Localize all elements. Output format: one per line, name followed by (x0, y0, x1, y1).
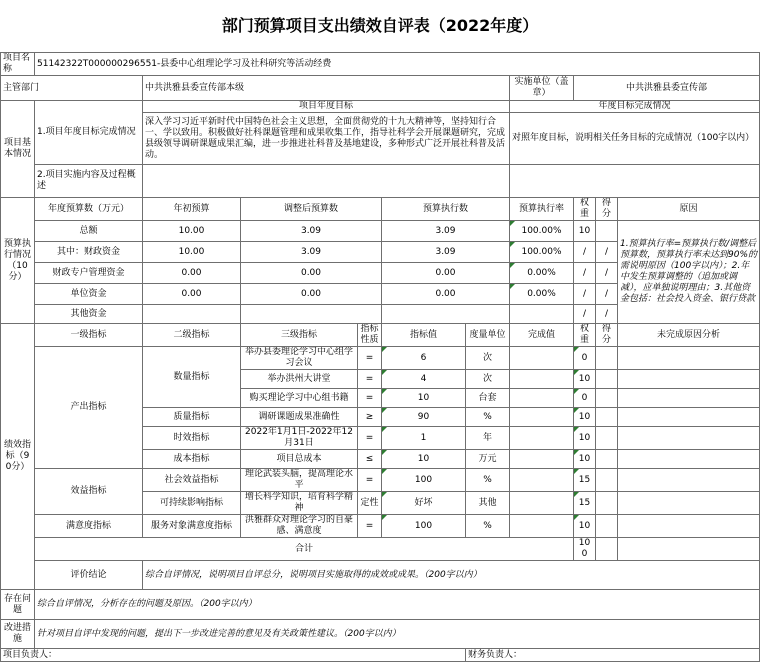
indicator-nature[interactable]: ≥ (358, 408, 382, 427)
indicator-weight[interactable]: 10 (574, 427, 596, 450)
total-reason[interactable] (618, 538, 760, 561)
indicator-name: 2022年1月1日-2022年12月31日 (241, 427, 358, 450)
budget-row-name: 单位资金 (35, 284, 143, 305)
indicator-actual[interactable] (510, 370, 574, 389)
basic-info-label: 项目基本情况 (1, 101, 35, 198)
budget-rate[interactable]: 0.00% (510, 263, 574, 284)
performance-label: 绩效指标（90分） (1, 324, 35, 590)
indicator-weight[interactable]: 10 (574, 408, 596, 427)
budget-score[interactable]: / (596, 263, 618, 284)
conclusion-label: 评价结论 (35, 561, 143, 590)
indicator-unit[interactable]: % (466, 408, 510, 427)
level2-quality: 质量指标 (143, 408, 241, 427)
indicator-name: 增长科学知识，培育科学精神 (241, 492, 358, 515)
reason-header: 未完成原因分析 (618, 324, 760, 347)
budget-initial[interactable] (143, 305, 241, 324)
budget-weight[interactable]: / (574, 263, 596, 284)
budget-weight[interactable]: / (574, 242, 596, 263)
budget-executed[interactable]: 3.09 (382, 242, 510, 263)
budget-row-name: 其他资金 (35, 305, 143, 324)
indicator-score[interactable] (596, 515, 618, 538)
item2-label: 2.项目实施内容及过程概述 (35, 165, 143, 198)
value-header: 指标值 (382, 324, 466, 347)
indicator-weight[interactable]: 10 (574, 370, 596, 389)
indicator-row (1, 515, 760, 538)
budget-reason-header: 原因 (618, 198, 760, 221)
page-title: 部门预算项目支出绩效自评表（2022年度） (221, 15, 539, 35)
indicator-name: 洪雅群众对理论学习的自豪感、满意度 (241, 515, 358, 538)
budget-score[interactable] (596, 221, 618, 242)
indicator-reason[interactable] (618, 427, 760, 450)
level2-cost: 成本指标 (143, 450, 241, 469)
actual-header: 完成值 (510, 324, 574, 347)
indicator-unit[interactable]: 次 (466, 370, 510, 389)
indicator-nature[interactable]: = (358, 347, 382, 370)
indicator-nature[interactable]: = (358, 370, 382, 389)
indicator-score[interactable] (596, 370, 618, 389)
indicator-actual[interactable] (510, 515, 574, 538)
finance-leader-label[interactable]: 财务负责人： (466, 649, 760, 662)
budget-row (1, 221, 760, 242)
budget-row-name: 总额 (35, 221, 143, 242)
indicator-weight[interactable]: 15 (574, 469, 596, 492)
budget-executed-header: 预算执行数 (382, 198, 510, 221)
indicator-value[interactable]: 10 (382, 450, 466, 469)
budget-initial[interactable]: 10.00 (143, 221, 241, 242)
indicator-unit[interactable]: % (466, 469, 510, 492)
level2-sustain: 可持续影响指标 (143, 492, 241, 515)
budget-score-header: 得分 (596, 198, 618, 221)
item1-completion[interactable]: 对照年度目标，说明相关任务目标的完成情况（100字以内） (510, 113, 760, 165)
budget-executed[interactable]: 3.09 (382, 221, 510, 242)
indicator-name: 理论武装头脑，提高理论水平 (241, 469, 358, 492)
budget-adjusted[interactable]: 3.09 (241, 242, 382, 263)
level2-service: 服务对象满意度指标 (143, 515, 241, 538)
budget-initial-header: 年初预算 (143, 198, 241, 221)
dept-row (1, 76, 760, 101)
indicator-unit[interactable]: % (466, 515, 510, 538)
indicator-nature[interactable]: = (358, 427, 382, 450)
budget-score[interactable]: / (596, 305, 618, 324)
problems-label: 存在问题 (1, 590, 35, 620)
budget-initial[interactable]: 0.00 (143, 284, 241, 305)
budget-weight[interactable]: / (574, 305, 596, 324)
budget-rate[interactable]: 0.00% (510, 284, 574, 305)
budget-adjusted[interactable]: 0.00 (241, 284, 382, 305)
total-weight: 100 (574, 538, 596, 561)
indicator-unit[interactable]: 台套 (466, 389, 510, 408)
project-name-row (1, 53, 760, 76)
budget-amount-header: 年度预算数（万元） (35, 198, 143, 221)
indicator-row (1, 469, 760, 492)
problems-text[interactable]: 综合自评情况，分析存在的问题及原因。（200字以内） (35, 590, 760, 620)
indicator-score[interactable] (596, 492, 618, 515)
indicator-value[interactable]: 4 (382, 370, 466, 389)
dept-value[interactable]: 中共洪雅县委宣传部本级 (143, 76, 510, 101)
project-name-value[interactable]: 51142322T000000296551-县委中心组理论学习及社科研究等活动经费 (35, 53, 760, 76)
indicator-score[interactable] (596, 347, 618, 370)
budget-adjusted-header: 调整后预算数 (241, 198, 382, 221)
total-row (1, 538, 760, 561)
budget-reason[interactable]: 1.预算执行率=预算执行数/调整后预算数，预算执行率未达到90%的需说明原因（100字以内）；2.年中发生预算调整的（追加或调减），应单独说明理由；3.其他资金包括：社会投入资金、银行贷款 (618, 221, 760, 324)
indicator-weight[interactable]: 15 (574, 492, 596, 515)
indicator-unit[interactable]: 次 (466, 347, 510, 370)
budget-label: 预算执行情况（10分） (1, 198, 35, 324)
budget-row-name: 其中：财政资金 (35, 242, 143, 263)
project-leader-label[interactable]: 项目负责人： (1, 649, 466, 662)
budget-row-name: 财政专户管理资金 (35, 263, 143, 284)
indicator-row (1, 347, 760, 370)
indicator-nature[interactable]: ≤ (358, 450, 382, 469)
indicator-actual[interactable] (510, 469, 574, 492)
indicator-reason[interactable] (618, 370, 760, 389)
item1-label: 1.项目年度目标完成情况 (35, 101, 143, 165)
item2-content[interactable] (143, 165, 510, 198)
total-score[interactable] (596, 538, 618, 561)
dept-label: 主管部门 (1, 76, 143, 101)
indicator-unit[interactable]: 万元 (466, 450, 510, 469)
indicator-actual[interactable] (510, 492, 574, 515)
indicator-weight[interactable]: 10 (574, 515, 596, 538)
budget-weight[interactable]: / (574, 284, 596, 305)
indicator-nature[interactable]: = (358, 389, 382, 408)
level2-timeliness: 时效指标 (143, 427, 241, 450)
budget-adjusted[interactable] (241, 305, 382, 324)
basic-info-header-row (1, 101, 760, 113)
unit-header: 度量单位 (466, 324, 510, 347)
performance-header-row (1, 324, 760, 347)
weight-header: 权重 (574, 324, 596, 347)
budget-adjusted[interactable]: 0.00 (241, 263, 382, 284)
indicator-value[interactable]: 6 (382, 347, 466, 370)
budget-initial[interactable]: 0.00 (143, 263, 241, 284)
indicator-score[interactable] (596, 408, 618, 427)
level2-header: 二级指标 (143, 324, 241, 347)
indicator-actual[interactable] (510, 389, 574, 408)
item2-row (1, 165, 760, 198)
budget-rate[interactable] (510, 305, 574, 324)
indicator-nature[interactable]: = (358, 515, 382, 538)
level1-benefit: 效益指标 (35, 469, 143, 515)
signature-row (1, 649, 760, 662)
measures-row (1, 620, 760, 649)
indicator-nature[interactable]: = (358, 469, 382, 492)
level2-social: 社会效益指标 (143, 469, 241, 492)
indicator-actual[interactable] (510, 408, 574, 427)
indicator-value[interactable]: 90 (382, 408, 466, 427)
project-name-label: 项目名称 (1, 53, 35, 76)
indicator-reason[interactable] (618, 389, 760, 408)
indicator-value[interactable]: 好坏 (382, 492, 466, 515)
indicator-weight[interactable]: 0 (574, 347, 596, 370)
item1-goal[interactable]: 深入学习习近平新时代中国特色社会主义思想，全面贯彻党的十九大精神等，坚持知行合一、学以致用。积极做好社科课题管理和成果收集工作，指导社科学会开展课题研究，完成县级领导调研课题成果汇编，进一步推进社科普及基地建设，多种形式广泛开展社科普及活动。 (143, 113, 510, 165)
indicator-value[interactable]: 100 (382, 515, 466, 538)
budget-adjusted[interactable]: 3.09 (241, 221, 382, 242)
indicator-value[interactable]: 10 (382, 389, 466, 408)
indicator-name: 调研课题成果准确性 (241, 408, 358, 427)
completion-header: 年度目标完成情况 (510, 101, 760, 113)
item2-completion[interactable] (510, 165, 760, 198)
indicator-score[interactable] (596, 389, 618, 408)
indicator-reason[interactable] (618, 450, 760, 469)
indicator-reason[interactable] (618, 515, 760, 538)
indicator-name: 购买理论学习中心组书籍 (241, 389, 358, 408)
measures-label: 改进措施 (1, 620, 35, 649)
indicator-value[interactable]: 100 (382, 469, 466, 492)
budget-rate[interactable]: 100.00% (510, 242, 574, 263)
nature-header: 指标性质 (358, 324, 382, 347)
budget-executed[interactable]: 0.00 (382, 284, 510, 305)
indicator-reason[interactable] (618, 469, 760, 492)
indicator-score[interactable] (596, 450, 618, 469)
indicator-weight[interactable]: 10 (574, 450, 596, 469)
budget-executed[interactable]: 0.00 (382, 263, 510, 284)
indicator-name: 举办县委理论学习中心组学习会议 (241, 347, 358, 370)
indicator-value[interactable]: 1 (382, 427, 466, 450)
indicator-actual[interactable] (510, 450, 574, 469)
impl-unit-label: 实施单位（盖章） (510, 76, 574, 101)
impl-unit-value[interactable]: 中共洪雅县委宣传部 (574, 76, 760, 101)
indicator-reason[interactable] (618, 492, 760, 515)
problems-row (1, 590, 760, 620)
indicator-unit[interactable]: 年 (466, 427, 510, 450)
budget-header-row (1, 198, 760, 221)
budget-score[interactable]: / (596, 242, 618, 263)
budget-rate-header: 预算执行率 (510, 198, 574, 221)
score-header: 得分 (596, 324, 618, 347)
goal-header: 项目年度目标 (143, 101, 510, 113)
indicator-reason[interactable] (618, 408, 760, 427)
indicator-name: 项目总成本 (241, 450, 358, 469)
budget-weight[interactable]: 10 (574, 221, 596, 242)
indicator-nature[interactable]: 定性 (358, 492, 382, 515)
evaluation-table (0, 52, 760, 662)
budget-initial[interactable]: 10.00 (143, 242, 241, 263)
level1-satisfaction: 满意度指标 (35, 515, 143, 538)
budget-weight-header: 权重 (574, 198, 596, 221)
total-label: 合计 (35, 538, 574, 561)
indicator-score[interactable] (596, 427, 618, 450)
level3-header: 三级指标 (241, 324, 358, 347)
conclusion-text[interactable]: 综合自评情况，说明项目自评总分，说明项目实施取得的成效或成果。（200字以内） (143, 561, 760, 590)
budget-rate[interactable]: 100.00% (510, 221, 574, 242)
level2-quantity: 数量指标 (143, 347, 241, 408)
measures-text[interactable]: 针对项目自评中发现的问题，提出下一步改进完善的意见及有关政策性建议。（200字以内） (35, 620, 760, 649)
conclusion-row (1, 561, 760, 590)
indicator-unit[interactable]: 其他 (466, 492, 510, 515)
indicator-weight[interactable]: 0 (574, 389, 596, 408)
level1-header: 一级指标 (35, 324, 143, 347)
indicator-actual[interactable] (510, 427, 574, 450)
indicator-actual[interactable] (510, 347, 574, 370)
level1-output: 产出指标 (35, 347, 143, 469)
indicator-reason[interactable] (618, 347, 760, 370)
indicator-score[interactable] (596, 469, 618, 492)
indicator-name: 举办洪州大讲堂 (241, 370, 358, 389)
budget-score[interactable]: / (596, 284, 618, 305)
budget-executed[interactable] (382, 305, 510, 324)
